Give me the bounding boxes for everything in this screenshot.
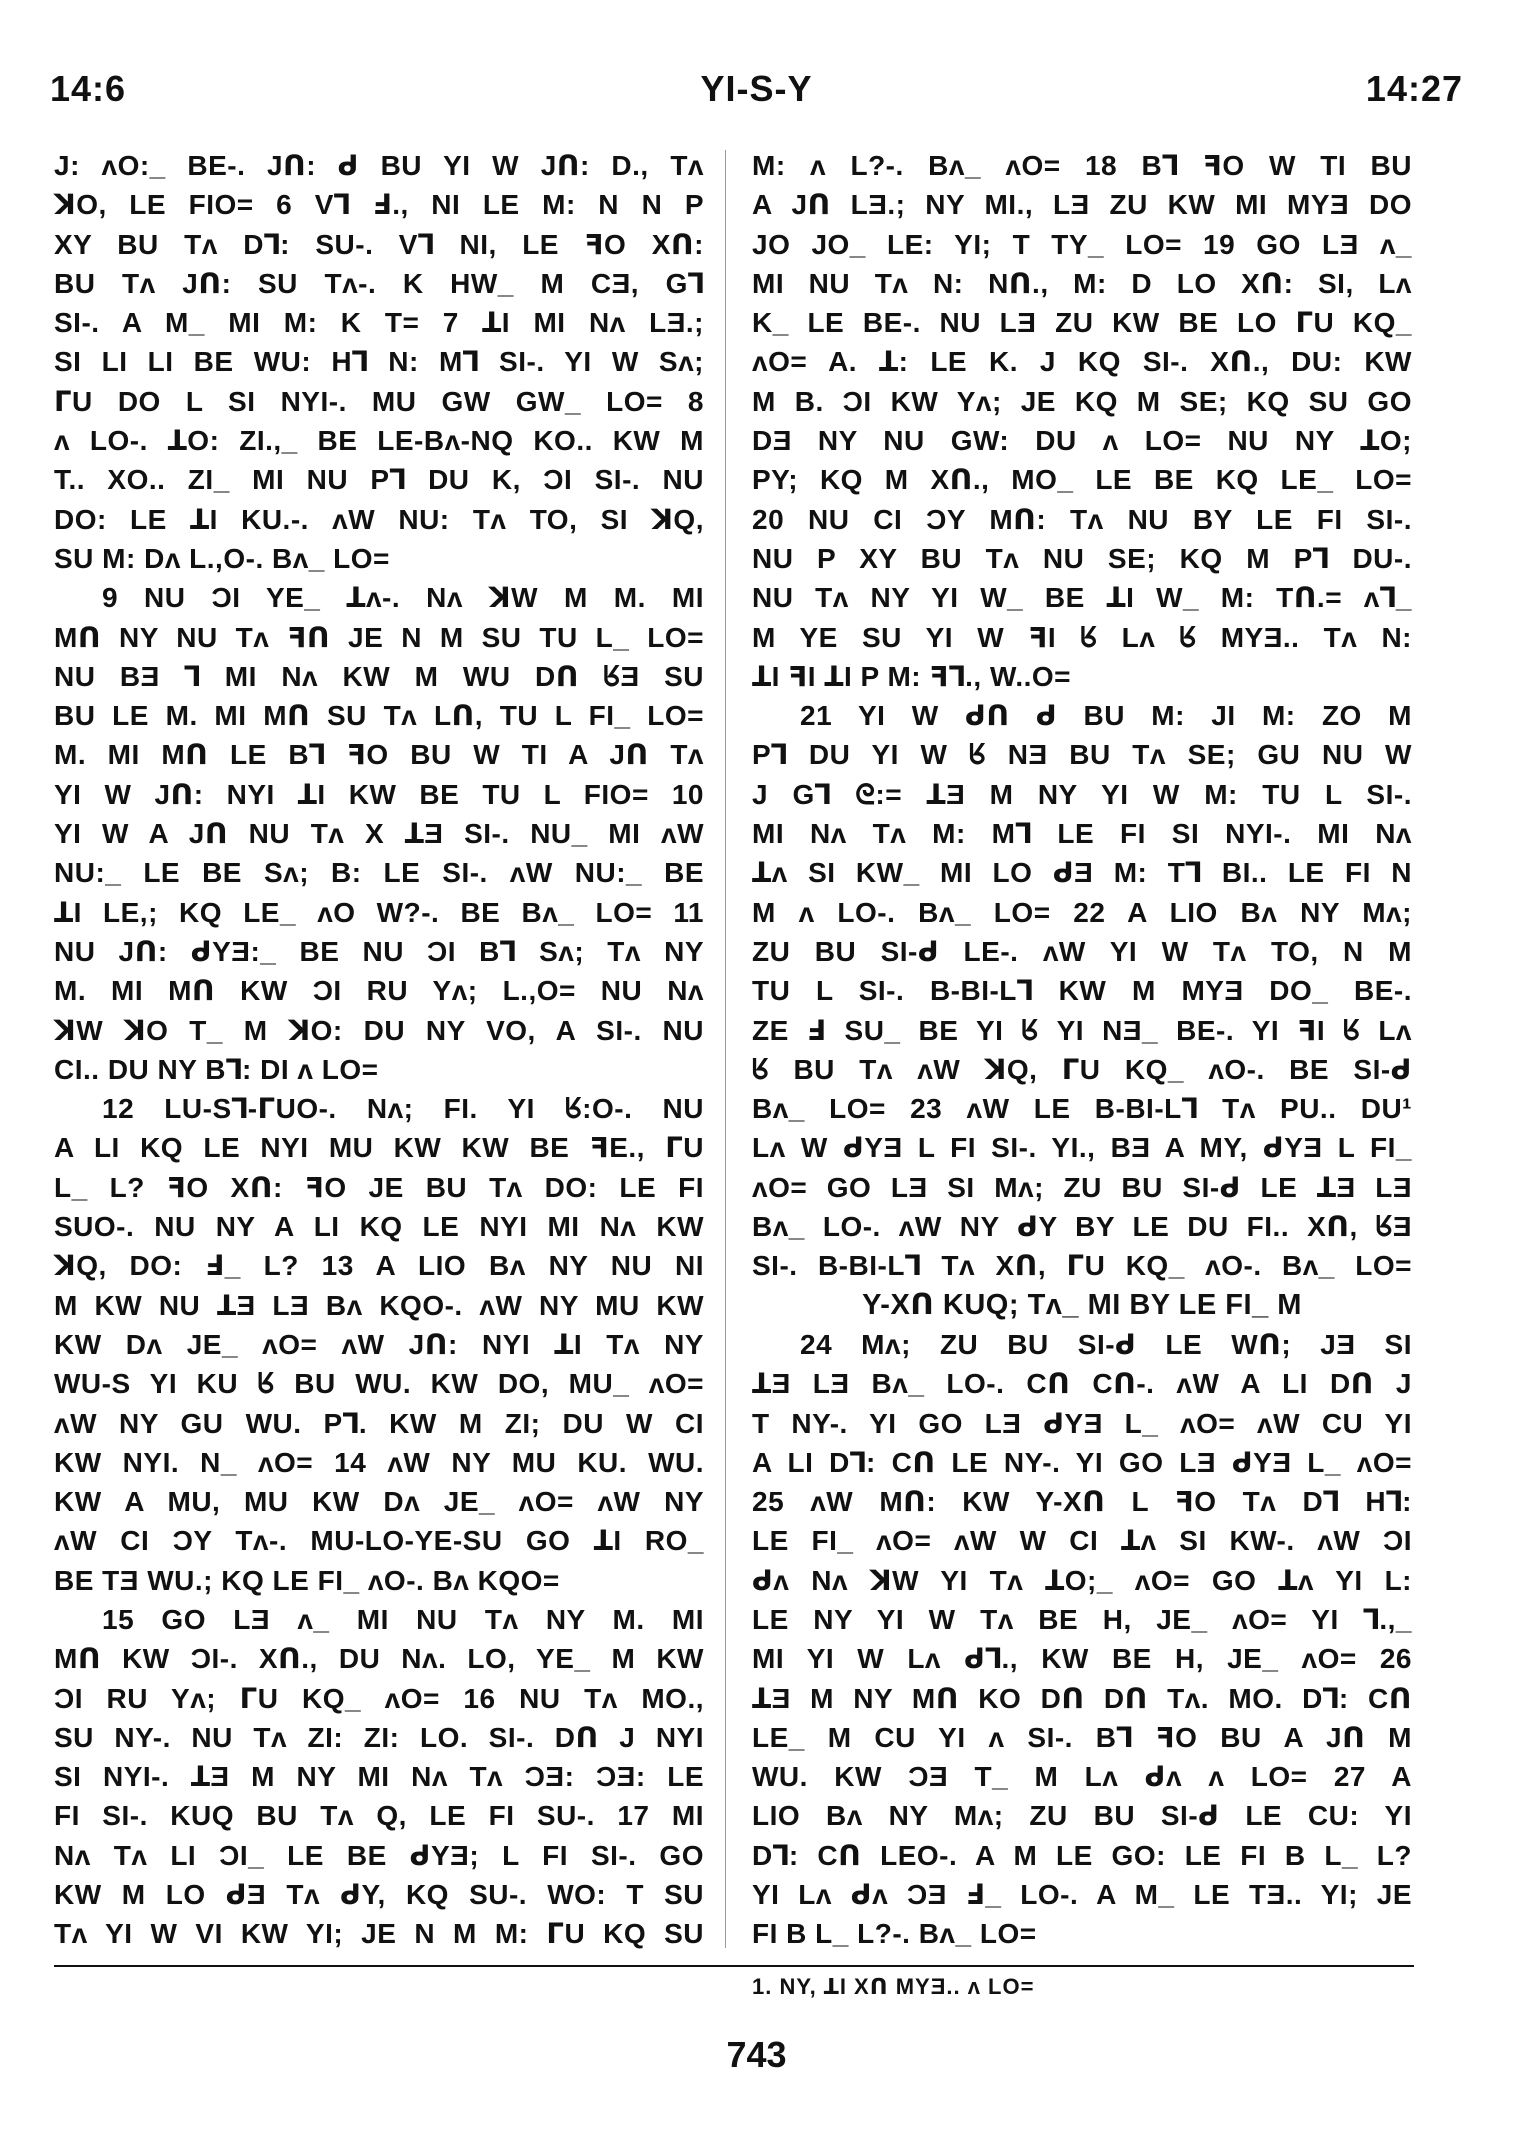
text-line: M KW NU ꓕƎ LƎ Bʌ KQO-. ʌW NY MU KW [54,1289,704,1321]
text-line: ꓕʌ SI KW_ MI LO ᑯƎ M: T⅂ BI.. LE FI N [752,857,1412,889]
text-line: YI W Jᑎ: NYI ꓕI KW BE TU L FIO= 10 [54,778,704,810]
header-right-reference: 14:27 [1365,68,1463,109]
text-line: M YE SU YI W ꟻI ᖉ Lʌ ᖉ MYƎ.. Tʌ N: [752,621,1412,653]
page-header [50,68,1463,118]
text-line: 25 ʌW Mᑎ: KW Y-Xᑎ L ꟻO Tʌ D⅂ H⅂: [752,1486,1412,1518]
text-line: KW Dʌ JE_ ʌO= ʌW Jᑎ: NYI ꓕI Tʌ NY [54,1328,704,1360]
text-line: KW M LO ᑯƎ Tʌ ᑯY, KQ SU-. WO: T SU [54,1879,704,1911]
text-line: ᑯʌ Nʌ ꓘW YI Tʌ ꓕO;_ ʌO= GO ꓕʌ YI L: [752,1564,1412,1596]
verse-start-line: 9 NU ƆI YE_ ꓕʌ-. Nʌ ꓘW M M. MI [102,582,704,614]
text-line: ZU BU SI-ᑯ LE-. ʌW YI W Tʌ TO, N M [752,935,1412,967]
header-book-title: YI-S-Y [700,68,813,109]
text-line: M. MI Mᑎ LE B⅂ ꟻO BU W TI A Jᑎ Tʌ [54,739,704,771]
text-line: Mᑎ KW ƆI-. Xᑎ., DU Nʌ. LO, YE_ M KW [54,1643,704,1675]
text-line: M ʌ LO-. Bʌ_ LO= 22 A LIO Bʌ NY Mʌ; [752,896,1412,928]
text-line: SI NYI-. ꓕƎ M NY MI Nʌ Tʌ ƆƎ: ƆƎ: LE [54,1761,704,1793]
text-line: NU Tʌ NY YI W_ BE ꓕI W_ M: Tᑎ.= ʌ⅂_ [752,582,1412,614]
text-line: LE_ M CU YI ʌ SI-. B⅂ ꟻO BU A Jᑎ M [752,1721,1412,1753]
page-number: 743 [726,2034,787,2075]
verse-start-line: 15 GO LƎ ʌ_ MI NU Tʌ NY M. MI [102,1603,704,1635]
text-line: A Jᑎ LƎ.; NY MI., LƎ ZU KW MI MYƎ DO [752,189,1412,221]
text-line: SI-. A M_ MI M: K T= 7 ꓕI MI Nʌ LƎ.; [54,307,704,339]
text-line: MI Nʌ Tʌ M: M⅂ LE FI SI NYI-. MI Nʌ [752,818,1412,850]
verse-start-line: 21 YI W ᑯᑎ ᑯ BU M: JI M: ZO M [800,700,1412,732]
text-line: ꓘQ, DO: Ⅎ_ L? 13 A LIO Bʌ NY NU NI [54,1250,704,1282]
text-line: ʌW NY GU WU. P⅂. KW M ZI; DU W CI [54,1407,704,1439]
text-line: LIO Bʌ NY Mʌ; ZU BU SI-ᑯ LE CU: YI [752,1800,1412,1832]
text-line: ꓘW ꓘO T_ M ꓘO: DU NY VO, A SI-. NU [54,1014,704,1046]
text-line: FI B L_ L?-. Bʌ_ LO= [752,1918,1037,1950]
text-line: WU-S YI KU ᖉ BU WU. KW DO, MU_ ʌO= [54,1368,704,1400]
text-line: Mᑎ NY NU Tʌ ꟻᑎ JE N M SU TU L_ LO= [54,621,704,653]
verse-start-line: 24 Mʌ; ZU BU SI-ᑯ LE Wᑎ; JƎ SI [800,1328,1412,1360]
text-line: ꓕI ꟻI ꓕI P M: ꟻ⅂., W..O= [752,660,1072,692]
text-line: D⅂: Cᑎ LEO-. A M LE GO: LE FI B L_ L? [752,1839,1412,1871]
text-line: KW A MU, MU KW Dʌ JE_ ʌO= ʌW NY [54,1486,704,1518]
text-line: J: ʌO:_ BE-. Jᑎ: ᑯ BU YI W Jᑎ: D., Tʌ [54,150,704,181]
text-line: SUO-. NU NY A LI KQ LE NYI MI Nʌ KW [54,1211,704,1243]
text-line: MI NU Tʌ N: Nᑎ., M: D LO Xᑎ: SI, Lʌ [752,267,1412,299]
text-line: CI.. DU NY B⅂: DI ʌ LO= [54,1053,379,1085]
left-column [54,146,704,1954]
text-line: Tʌ YI W VI KW YI; JE N M M: ᒥU KQ SU [54,1918,704,1950]
text-line: ꓕƎ M NY Mᑎ KO Dᑎ Dᑎ Tʌ. MO. D⅂: Cᑎ [752,1682,1412,1714]
header-left-reference: 14:6 [50,68,127,109]
text-line: NU Jᑎ: ᑯYƎ:_ BE NU ƆI B⅂ Sʌ; Tʌ NY [54,935,704,967]
text-line: ʌW CI ƆY Tʌ-. MU-LO-YE-SU GO ꓕI RO_ [54,1525,704,1557]
text-line: MI YI W Lʌ ᑯ⅂., KW BE H, JE_ ʌO= 26 [752,1643,1412,1675]
text-line: ZE Ⅎ SU_ BE YI ᖉ YI NƎ_ BE-. YI ꟻI ᖉ Lʌ [752,1014,1412,1046]
text-line: WU. KW ƆƎ T_ M Lʌ ᑯʌ ʌ LO= 27 A [752,1761,1412,1793]
text-line: DƎ NY NU GW: DU ʌ LO= NU NY ꓕO; [752,425,1412,457]
right-column [752,146,1412,1954]
text-line: YI W A Jᑎ NU Tʌ X ꓕƎ SI-. NU_ MI ʌW [54,818,704,850]
text-line: NU:_ LE BE Sʌ; B: LE SI-. ʌW NU:_ BE [54,857,704,889]
text-line: SU M: Dʌ L.,O-. Bʌ_ LO= [54,542,390,574]
text-line: Nʌ Tʌ LI ƆI_ LE BE ᑯYƎ; L FI SI-. GO [54,1839,704,1871]
text-line: NU BƎ ⅂ MI Nʌ KW M WU Dᑎ ᖉƎ SU [54,660,704,692]
text-line: P⅂ DU YI W ᖉ NƎ BU Tʌ SE; GU NU W [752,739,1412,771]
section-heading: Y-Xᑎ KUQ; Tʌ_ MI BY LE FI_ M [862,1288,1302,1321]
text-line: DO: LE ꓕI KU.-. ʌW NU: Tʌ TO, SI ꓘQ, [54,503,704,535]
text-line: Bʌ_ LO-. ʌW NY ᑯY BY LE DU FI.. Xᑎ, ᖉƎ [752,1211,1412,1243]
footnote: 1. NY, ꓕI Xᑎ MYƎ.. ʌ LO= [752,1974,1035,1999]
text-line: ꓘO, LE FIO= 6 V⅂ Ⅎ., NI LE M: N N P [54,189,704,221]
verse-start-line: 12 LU-S⅂-ᒥUO-. Nʌ; FI. YI ᖉ:O-. NU [102,1093,704,1125]
text-line: NU P XY BU Tʌ NU SE; KQ M P⅂ DU-. [752,542,1412,574]
text-line: PY; KQ M Xᑎ., MO_ LE BE KQ LE_ LO= [752,464,1412,496]
text-line: BE TƎ WU.; KQ LE FI_ ʌO-. Bʌ KQO= [54,1564,560,1596]
text-line: M B. ƆI KW Yʌ; JE KQ M SE; KQ SU GO [752,385,1412,417]
text-line: KW NYI. N_ ʌO= 14 ʌW NY MU KU. WU. [54,1446,704,1478]
text-line: ꓕƎ LƎ Bʌ_ LO-. Cᑎ Cᑎ-. ʌW A LI Dᑎ J [752,1368,1412,1400]
text-line: ᖉ BU Tʌ ʌW ꓘQ, ᒥU KQ_ ʌO-. BE SI-ᑯ [752,1053,1412,1085]
text-line: ᒥU DO L SI NYI-. MU GW GW_ LO= 8 [54,385,704,417]
text-line: ʌ LO-. ꓕO: ZI.,_ BE LE-Bʌ-NQ KO.. KW M [54,425,704,457]
text-line: JO JO_ LE: YI; T TY_ LO= 19 GO LƎ ʌ_ [752,228,1412,260]
text-line: K_ LE BE-. NU LƎ ZU KW BE LO ᒥU KQ_ [752,307,1412,339]
text-line: LE NY YI W Tʌ BE H, JE_ ʌO= YI ⅂.,_ [752,1603,1412,1635]
text-line: ƆI RU Yʌ; ᒥU KQ_ ʌO= 16 NU Tʌ MO., [54,1682,704,1714]
text-line: J G⅂ ᘓ:= ꓕƎ M NY YI W M: TU L SI-. [752,778,1412,810]
text-line: L_ L? ꟻO Xᑎ: ꟻO JE BU Tʌ DO: LE FI [54,1171,704,1203]
text-line: BU LE M. MI Mᑎ SU Tʌ Lᑎ, TU L FI_ LO= [54,700,704,732]
text-line: ʌO= GO LƎ SI Mʌ; ZU BU SI-ᑯ LE ꓕƎ LƎ [752,1171,1412,1203]
text-line: SI LI LI BE WU: H⅂ N: M⅂ SI-. YI W Sʌ; [54,346,704,378]
text-line: M: ʌ L?-. Bʌ_ ʌO= 18 B⅂ ꟻO W TI BU [752,150,1412,181]
text-line: Bʌ_ LO= 23 ʌW LE B-BI-L⅂ Tʌ PU.. DU¹ [752,1093,1412,1125]
text-line: SI-. B-BI-L⅂ Tʌ Xᑎ, ᒥU KQ_ ʌO-. Bʌ_ LO= [752,1250,1412,1282]
text-line: YI Lʌ ᑯʌ ƆƎ Ⅎ_ LO-. A M_ LE TƎ.. YI; JE [752,1879,1412,1911]
text-line: FI SI-. KUQ BU Tʌ Q, LE FI SU-. 17 MI [54,1800,704,1832]
text-line: SU NY-. NU Tʌ ZI: ZI: LO. SI-. Dᑎ J NYI [54,1721,704,1753]
text-line: A LI KQ LE NYI MU KW KW BE ꟻE., ᒥU [54,1132,704,1164]
text-line: A LI D⅂: Cᑎ LE NY-. YI GO LƎ ᑯYƎ L_ ʌO= [752,1446,1412,1478]
text-line: Lʌ W ᑯYƎ L FI SI-. YI., BƎ A MY, ᑯYƎ L FI_ [752,1132,1412,1164]
text-line: ꓕI LE,; KQ LE_ ʌO W?-. BE Bʌ_ LO= 11 [54,896,704,928]
text-line: 20 NU CI ƆY Mᑎ: Tʌ NU BY LE FI SI-. [752,503,1412,535]
text-line: ʌO= A. ꓕ: LE K. J KQ SI-. Xᑎ., DU: KW [752,346,1412,378]
text-line: TU L SI-. B-BI-L⅂ KW M MYƎ DO_ BE-. [752,975,1412,1007]
text-line: BU Tʌ Jᑎ: SU Tʌ-. K HW_ M CƎ, G⅂ [54,267,704,299]
footnote-rule [54,1965,1414,1967]
text-line: M. MI Mᑎ KW ƆI RU Yʌ; L.,O= NU Nʌ [54,975,704,1007]
column-divider [725,150,726,1948]
text-line: T NY-. YI GO LƎ ᑯYƎ L_ ʌO= ʌW CU YI [752,1407,1412,1439]
text-line: XY BU Tʌ D⅂: SU-. V⅂ NI, LE ꟻO Xᑎ: [54,228,704,260]
text-line: T.. XO.. ZI_ MI NU P⅂ DU K, ƆI SI-. NU [54,464,704,496]
text-line: LE FI_ ʌO= ʌW W CI ꓕʌ SI KW-. ʌW ƆI [752,1525,1412,1557]
